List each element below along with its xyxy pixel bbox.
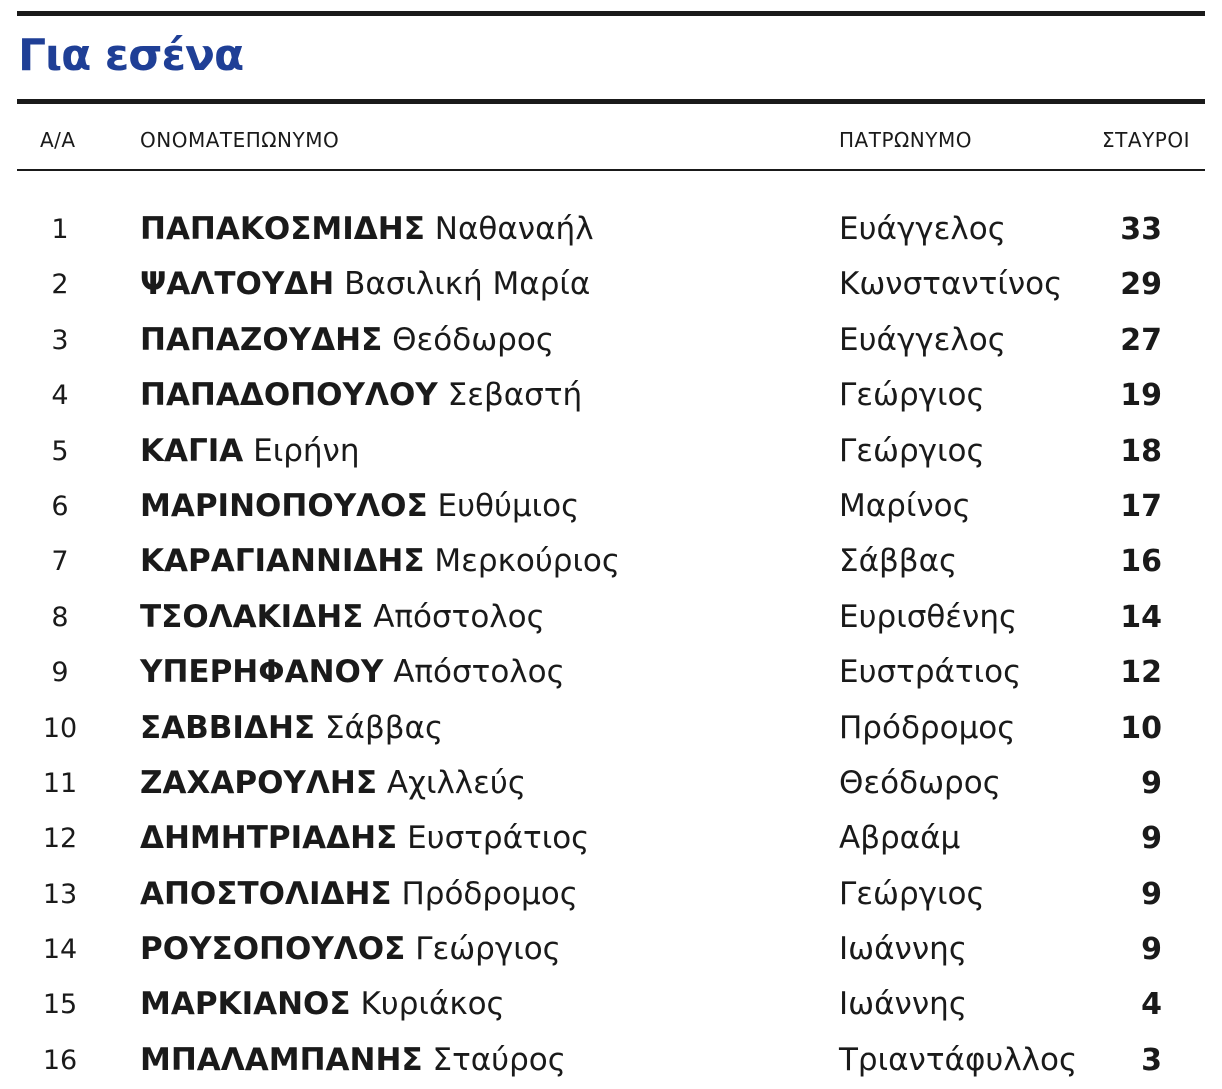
row-given-name: Γεώργιος: [415, 931, 561, 968]
table-row: [0, 645, 1222, 700]
page-title: Για εσένα: [18, 30, 244, 81]
table-row: [0, 534, 1222, 589]
row-patronymic: Πρόδρομος: [839, 709, 1016, 746]
row-crosses: 16: [1120, 544, 1162, 580]
table-row: [0, 701, 1222, 756]
row-surname: ΠΑΠΑΔΟΠΟΥΛΟΥ: [140, 377, 438, 414]
row-crosses: 14: [1120, 599, 1162, 635]
table-header: [0, 120, 1222, 160]
table-row: [0, 922, 1222, 977]
row-given-name: Ευστράτιος: [407, 820, 590, 857]
row-crosses: 17: [1120, 488, 1162, 524]
row-surname: ΑΠΟΣΤΟΛΙΔΗΣ: [140, 875, 392, 912]
row-crosses: 10: [1120, 710, 1162, 746]
row-surname: ΨΑΛΤΟΥΔΗ: [140, 266, 335, 303]
row-crosses: 4: [1141, 987, 1162, 1023]
table-row: [0, 424, 1222, 479]
row-number: 13: [42, 878, 78, 910]
row-crosses: 9: [1141, 932, 1162, 968]
row-patronymic: Ιωάννης: [839, 931, 968, 968]
row-crosses: 18: [1120, 433, 1162, 469]
row-fullname: [140, 645, 565, 700]
row-patronymic: Ευάγγελος: [839, 211, 1006, 247]
row-crosses: 29: [1120, 267, 1162, 303]
row-surname: ΜΠΑΛΑΜΠΑΝΗΣ: [140, 1041, 423, 1078]
row-given-name: Βασιλική Μαρία: [344, 266, 591, 303]
row-surname: ΤΣΟΛΑΚΙΔΗΣ: [140, 598, 364, 635]
row-fullname: [140, 479, 579, 534]
row-number: 8: [51, 601, 69, 633]
row-fullname: [140, 922, 561, 977]
row-number: 10: [42, 712, 78, 744]
row-fullname: [140, 257, 590, 312]
row-given-name: Μερκούριος: [434, 543, 621, 580]
row-fullname: [140, 756, 526, 811]
row-number: 1: [51, 214, 69, 245]
row-patronymic: Μαρίνος: [839, 487, 971, 524]
row-patronymic: Γεώργιος: [839, 875, 985, 912]
header-name: ΟΝΟΜΑΤΕΠΩΝΥΜΟ: [140, 128, 340, 152]
row-surname: ΚΑΓΙΑ: [140, 432, 244, 469]
header-crosses: ΣΤΑΥΡΟΙ: [1102, 128, 1190, 152]
row-number: 6: [51, 490, 69, 522]
row-surname: ΚΑΡΑΓΙΑΝΝΙΔΗΣ: [140, 543, 425, 580]
row-given-name: Σταύρος: [432, 1041, 566, 1078]
row-crosses: 9: [1141, 821, 1162, 857]
row-fullname: [140, 1033, 566, 1088]
row-number: 5: [51, 435, 69, 467]
row-crosses: 12: [1120, 655, 1162, 691]
row-surname: ΣΑΒΒΙΔΗΣ: [140, 709, 316, 746]
row-number: 14: [42, 934, 78, 966]
row-patronymic: Τριαντάφυλλος: [839, 1041, 1078, 1078]
row-patronymic: Ευστράτιος: [839, 654, 1022, 691]
row-patronymic: Ευάγγελος: [839, 321, 1006, 358]
table-row: [0, 756, 1222, 811]
row-crosses: 19: [1120, 378, 1162, 414]
table-row: [0, 313, 1222, 368]
row-fullname: [140, 867, 578, 922]
top-rule: [17, 11, 1205, 16]
row-fullname: [140, 202, 594, 257]
row-fullname: [140, 977, 505, 1032]
row-number: 7: [51, 546, 69, 578]
row-patronymic: Αβραάμ: [839, 820, 961, 857]
row-surname: ΠΑΠΑΖΟΥΔΗΣ: [140, 321, 383, 358]
header-rule: [17, 169, 1205, 171]
row-fullname: [140, 424, 360, 479]
header-aa: Α/Α: [40, 128, 76, 152]
row-number: 15: [42, 989, 78, 1021]
row-crosses: 27: [1120, 322, 1162, 358]
row-crosses: 3: [1141, 1042, 1162, 1078]
table-row: [0, 590, 1222, 645]
row-surname: ΥΠΕΡΗΦΑΝΟΥ: [140, 654, 384, 691]
row-patronymic: Κωνσταντίνος: [839, 266, 1063, 303]
table-row: [0, 368, 1222, 423]
table-row: [0, 811, 1222, 866]
row-crosses: 9: [1141, 876, 1162, 912]
row-given-name: Ναθαναήλ: [434, 211, 594, 247]
row-given-name: Ειρήνη: [253, 432, 360, 469]
row-given-name: Απόστολος: [373, 598, 545, 635]
row-surname: ΖΑΧΑΡΟΥΛΗΣ: [140, 764, 377, 801]
row-given-name: Πρόδρομος: [401, 875, 578, 912]
row-fullname: [140, 534, 620, 589]
row-given-name: Αχιλλεύς: [386, 764, 527, 801]
row-patronymic: Θεόδωρος: [839, 764, 1001, 801]
table-row: [0, 867, 1222, 922]
row-number: 3: [51, 324, 69, 356]
row-number: 16: [42, 1044, 78, 1076]
table-row: [0, 1033, 1222, 1088]
row-fullname: [140, 701, 443, 756]
row-fullname: [140, 590, 545, 645]
row-patronymic: Γεώργιος: [839, 377, 985, 414]
row-given-name: Θεόδωρος: [392, 321, 555, 358]
row-number: 12: [42, 823, 78, 855]
table-row: [0, 257, 1222, 312]
row-given-name: Απόστολος: [393, 654, 565, 691]
row-given-name: Κυριάκος: [360, 986, 505, 1023]
row-number: 2: [51, 269, 69, 301]
table-row: [0, 977, 1222, 1032]
row-crosses: 33: [1120, 212, 1162, 247]
row-patronymic: Ιωάννης: [839, 986, 968, 1023]
row-number: 11: [42, 767, 78, 799]
row-crosses: 9: [1141, 765, 1162, 801]
row-given-name: Σάββας: [324, 709, 444, 746]
row-fullname: [140, 368, 582, 423]
row-patronymic: Γεώργιος: [839, 432, 985, 469]
row-fullname: [140, 313, 554, 368]
row-surname: ΠΑΠΑΚΟΣΜΙΔΗΣ: [140, 211, 425, 247]
table-row: [0, 479, 1222, 534]
row-number: 9: [51, 657, 69, 689]
row-patronymic: Σάββας: [839, 543, 958, 580]
header-patronymic: ΠΑΤΡΩΝΥΜΟ: [839, 128, 972, 152]
row-surname: ΜΑΡΙΝΟΠΟΥΛΟΣ: [140, 487, 428, 524]
row-surname: ΡΟΥΣΟΠΟΥΛΟΣ: [140, 931, 406, 968]
results-table: [0, 202, 1222, 1088]
row-given-name: Σεβαστή: [447, 377, 583, 414]
row-given-name: Ευθύμιος: [437, 487, 580, 524]
row-fullname: [140, 811, 589, 866]
row-number: 4: [51, 380, 69, 412]
table-row: [0, 202, 1222, 257]
row-surname: ΜΑΡΚΙΑΝΟΣ: [140, 986, 351, 1023]
row-surname: ΔΗΜΗΤΡΙΑΔΗΣ: [140, 820, 398, 857]
title-rule: [17, 99, 1205, 104]
row-patronymic: Ευρισθένης: [839, 598, 1018, 635]
